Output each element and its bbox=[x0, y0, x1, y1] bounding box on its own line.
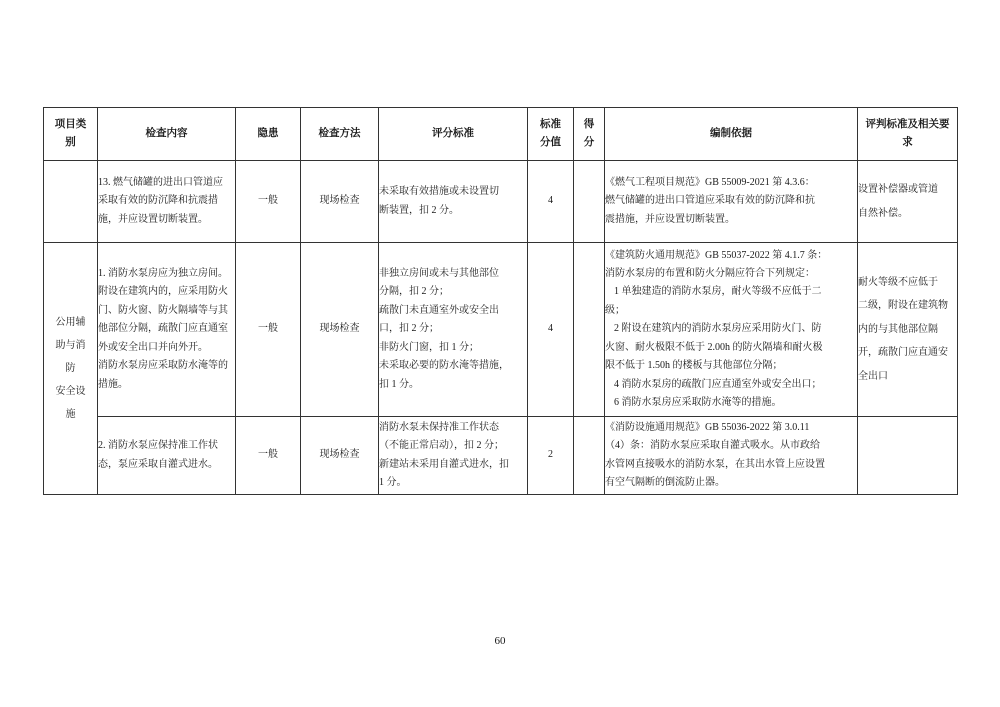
text-line: 求 bbox=[902, 137, 913, 148]
cell-criteria bbox=[858, 243, 958, 417]
text-line: 口，扣 2 分； bbox=[379, 323, 439, 335]
text-line: 评分标准 bbox=[432, 127, 474, 139]
text-line: （不能正常启动），扣 2 分； bbox=[379, 440, 504, 452]
cell-content bbox=[98, 243, 236, 417]
text-line: 采取有效的防沉降和抗震措 bbox=[98, 195, 218, 207]
cell-score bbox=[528, 243, 574, 417]
text-line: 扣 1 分。 bbox=[379, 378, 419, 390]
header-criteria bbox=[858, 108, 958, 161]
text-line: 1 单独建造的消防水泵房，耐火等级不应低于二 bbox=[614, 286, 822, 298]
text-line: 一般 bbox=[258, 449, 278, 461]
header-content bbox=[98, 108, 236, 161]
text-line: 消防水泵房应采取防水淹等的 bbox=[98, 360, 228, 372]
cell-score bbox=[528, 161, 574, 243]
text-line: 有空气隔断的倒流防止器。 bbox=[605, 476, 725, 488]
cell-method bbox=[301, 243, 379, 417]
cell-content bbox=[98, 417, 236, 495]
header-hazard bbox=[236, 108, 301, 161]
text-line: 《建筑防火通用规范》GB 55037-2022 第 4.1.7 条： bbox=[605, 249, 828, 261]
text-line: 施 bbox=[65, 409, 76, 420]
text-line: 全出口 bbox=[858, 370, 888, 382]
text-line: 别 bbox=[65, 137, 76, 148]
cell-points bbox=[574, 243, 605, 417]
text-line: 公用辅 bbox=[55, 317, 86, 328]
page-number: 60 bbox=[494, 635, 506, 647]
text-line: 未采取必要的防水淹等措施， bbox=[379, 360, 509, 372]
text-line: 4 bbox=[548, 195, 553, 207]
cell-category bbox=[44, 161, 98, 243]
cell-hazard bbox=[236, 161, 301, 243]
header-row bbox=[44, 108, 958, 161]
text-line: 二级，附设在建筑物 bbox=[858, 300, 948, 312]
cell-method bbox=[301, 417, 379, 495]
text-line: 断装置，扣 2 分。 bbox=[379, 204, 459, 216]
text-line: 检查内容 bbox=[145, 127, 188, 139]
cell-criteria bbox=[858, 417, 958, 495]
cell-hazard bbox=[236, 417, 301, 495]
text-line: 项目类 bbox=[54, 118, 87, 130]
text-line: 施，并应设置切断装置。 bbox=[98, 213, 208, 225]
text-line: 燃气储罐的进出口管道应采取有效的防沉降和抗 bbox=[605, 195, 815, 207]
header-basis bbox=[605, 108, 858, 161]
text-line: 检查方法 bbox=[318, 127, 361, 139]
text-line: 2 附设在建筑内的消防水泵房应采用防火门、防 bbox=[614, 323, 822, 335]
cell-basis bbox=[605, 417, 858, 495]
text-line: 现场检查 bbox=[319, 195, 360, 207]
text-line: 得 bbox=[583, 118, 595, 130]
text-line: 分值 bbox=[540, 137, 561, 148]
text-line: 设置补偿器或管道 bbox=[858, 183, 938, 195]
text-line: 态，泵应采取自灌式进水。 bbox=[98, 458, 218, 470]
cell-criteria bbox=[858, 161, 958, 243]
header-category bbox=[44, 108, 98, 161]
text-line: 开，疏散门应直通安 bbox=[858, 347, 948, 359]
text-line: 《燃气工程项目规范》GB 55009-2021 第 4.3.6： bbox=[605, 176, 815, 188]
cell-hazard bbox=[236, 243, 301, 417]
text-line: 外或安全出口并向外开。 bbox=[98, 341, 208, 353]
text-line: 标准 bbox=[540, 118, 561, 130]
text-line: 安全设 bbox=[55, 386, 86, 397]
text-line: 疏散门未直通室外或安全出 bbox=[379, 304, 499, 316]
text-line: 2 bbox=[548, 449, 553, 461]
cell-basis bbox=[605, 243, 858, 417]
header-points bbox=[574, 108, 605, 161]
text-line: 4 消防水泵房的疏散门应直通室外或安全出口； bbox=[614, 378, 822, 390]
text-line: 内的与其他部位隔 bbox=[858, 323, 938, 335]
text-line: 级； bbox=[605, 304, 625, 316]
text-line: 助与消 bbox=[55, 340, 86, 351]
text-line: 6 消防水泵房应采取防水淹等的措施。 bbox=[614, 396, 782, 408]
text-line: 新建站未采用自灌式进水，扣 bbox=[379, 458, 509, 470]
text-line: 《消防设施通用规范》GB 55036-2022 第 3.0.11 bbox=[605, 421, 810, 433]
text-line: 震措施，并应设置切断装置。 bbox=[605, 213, 735, 225]
text-line: 1 分。 bbox=[379, 476, 407, 488]
cell-points bbox=[574, 161, 605, 243]
table-row bbox=[44, 161, 958, 243]
text-line: 13. 燃气储罐的进出口管道应 bbox=[98, 176, 223, 188]
cell-scoring bbox=[379, 417, 528, 495]
text-line: 消防水泵房的布置和防火分隔应符合下列规定： bbox=[605, 268, 815, 280]
inspection-table bbox=[43, 107, 958, 495]
text-line: 未采取有效措施或未设置切 bbox=[379, 186, 499, 198]
text-line: 1. 消防水泵房应为独立房间。 bbox=[98, 268, 228, 280]
text-line: 评判标准及相关要 bbox=[865, 118, 950, 130]
cell-points bbox=[574, 417, 605, 495]
text-line: 编制依据 bbox=[710, 127, 752, 139]
text-line: 2. 消防水泵应保持准工作状 bbox=[98, 440, 218, 452]
text-line: 消防水泵未保持准工作状态 bbox=[379, 421, 499, 433]
text-line: 措施。 bbox=[98, 378, 128, 390]
text-line: 隐患 bbox=[257, 127, 279, 139]
text-line: 火窗、耐火极限不低于 2.00h 的防火隔墙和耐火极 bbox=[605, 341, 823, 353]
cell-scoring bbox=[379, 161, 528, 243]
text-line: 他部位分隔，疏散门应直通室 bbox=[98, 323, 228, 335]
table-body bbox=[44, 161, 958, 495]
cell-scoring bbox=[379, 243, 528, 417]
cell-category bbox=[44, 243, 98, 495]
text-line: 耐火等级不应低于 bbox=[858, 276, 938, 288]
text-line: 现场检查 bbox=[319, 449, 360, 461]
cell-method bbox=[301, 161, 379, 243]
text-line: 自然补偿。 bbox=[858, 207, 908, 219]
header-method bbox=[301, 108, 379, 161]
text-line: 限不低于 1.50h 的楼板与其他部位分隔； bbox=[605, 360, 783, 372]
text-line: 分 bbox=[583, 137, 595, 148]
cell-basis bbox=[605, 161, 858, 243]
text-line: 非防火门窗，扣 1 分； bbox=[379, 341, 479, 353]
table-row bbox=[44, 243, 958, 417]
header-score bbox=[528, 108, 574, 161]
text-line: 非独立房间或未与其他部位 bbox=[379, 268, 499, 280]
cell-score bbox=[528, 417, 574, 495]
text-line: 防 bbox=[65, 363, 76, 374]
text-line: 现场检查 bbox=[319, 323, 360, 335]
text-line: 分隔，扣 2 分； bbox=[379, 286, 449, 298]
header-scoring bbox=[379, 108, 528, 161]
text-line: 水管网直接吸水的消防水泵，在其出水管上应设置 bbox=[605, 458, 825, 470]
text-line: 附设在建筑内的，应采用防火 bbox=[98, 286, 228, 298]
table-row bbox=[44, 417, 958, 495]
text-line: （4）条：消防水泵应采取自灌式吸水。从市政给 bbox=[605, 440, 820, 452]
text-line: 一般 bbox=[258, 323, 278, 335]
text-line: 门、防火窗、防火隔墙等与其 bbox=[98, 304, 228, 316]
cell-content bbox=[98, 161, 236, 243]
text-line: 4 bbox=[548, 323, 553, 335]
text-line: 一般 bbox=[258, 195, 278, 207]
table-header bbox=[44, 108, 958, 161]
